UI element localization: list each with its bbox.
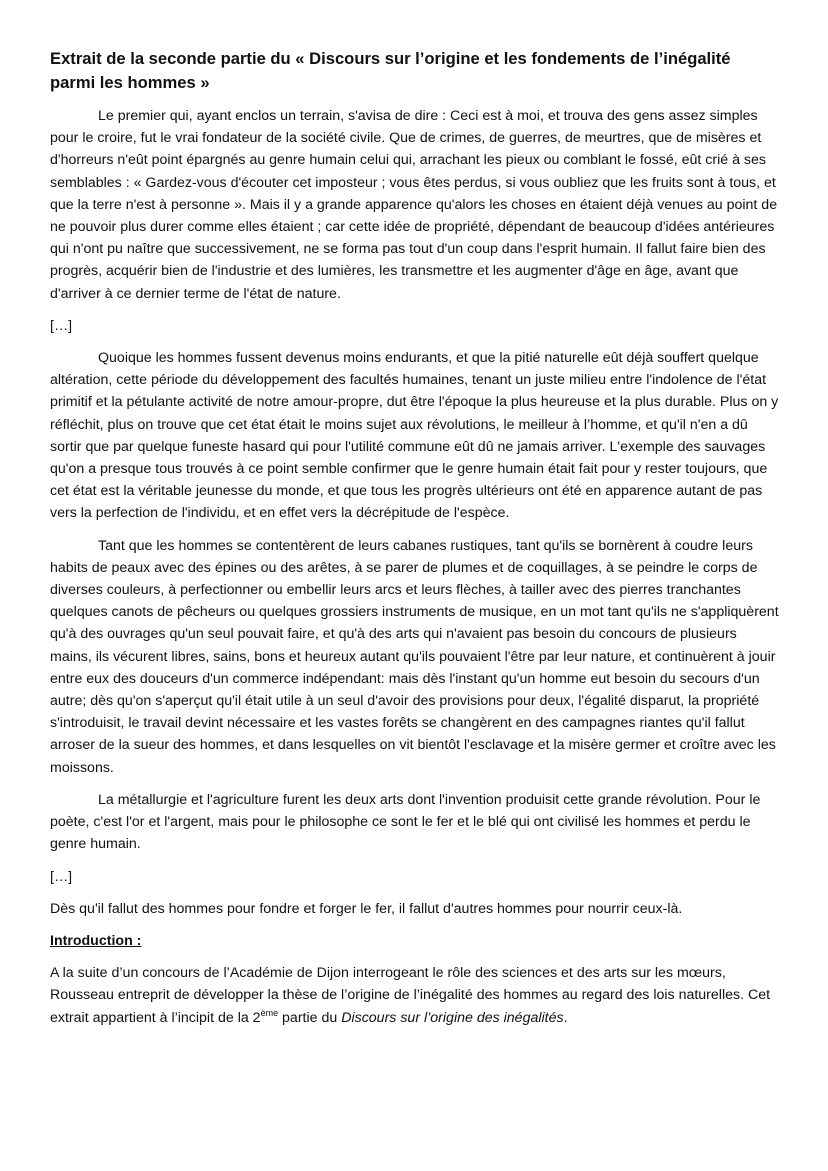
introduction-text [50,962,780,1029]
paragraph-4: La métallurgie et l'agriculture furent les deux arts dont l'invention produisit cette grande révolution. Pour le poète, c'est l'or et l'argent, mais pour le philosophe ce sont le fer et le blé qui ont civilisé les hommes et perdu le genre humain. [50,791,761,853]
ellipsis-2: […] [50,868,73,885]
intro-text-after: . [563,1009,568,1026]
paragraph-3: Tant que les hommes se contentèrent de leurs cabanes rustiques, tant qu'ils se bornèrent à coudre leurs habits de peaux avec des épines ou des arêtes, à se parer de plumes et de coquillages, à se peindre le corps de diverses couleurs, à perfectionner ou embellir leurs arcs et leurs flèches, à tailler avec des pierres tranchantes quelques canots de pêcheurs ou quelques grossiers instruments de musique, en un mot tant qu'ils ne s'appliquèrent qu'à des ouvrages qu'un seul pouvait faire, et qu'à des arts qui n'avaient pas besoin du concours de plusieurs mains, ils vécurent libres, sains, bons et heureux autant qu'ils pouvaient l'être par leur nature, et continuèrent à jouir entre eux des douceurs d'un commerce indépendant: mais dès l'instant qu'un homme eut besoin du secours d'un autre; dès qu'on s'aperçut qu'il était utile à un seul d'avoir des provisions pour deux, l'égalité disparut, la propriété s'introduisit, le travail devint nécessaire et les vastes forêts se changèrent en des campagnes riantes qu'il fallut arroser de la sueur des hommes, et dans lesquelles on vit bientôt l'esclavage et la misère germer et croître avec les moissons. [50,537,779,776]
document-title: Extrait de la seconde partie du « Discours sur l’origine et les fondements de l’inégalité parmi les hommes » [50,49,731,92]
paragraph-2: Quoique les hommes fussent devenus moins endurants, et que la pitié naturelle eût déjà souffert quelque altération, cette période du développement des facultés humaines, tenant un juste milieu entre l'indolence de l'état primitif et la pétulante activité de notre amour-propre, dut être l'époque la plus heureuse et la plus durable. Plus on y réfléchit, plus on trouve que cet état était le moins sujet aux révolutions, le meilleur à l’homme, et qu'il n'en a dû sortir que par quelque funeste hasard qui pour l'utilité commune eût dû ne jamais arriver. L'exemple des sauvages qu'on a presque tous trouvés à ce point semble confirmer que le genre humain était fait pour y rester toujours, que cet état est la véritable jeunesse du monde, et que tous les progrès ultérieurs ont été en apparence autant de pas vers la perfection de l'individu, et en effet vers la décrépitude de l'espèce. [50,350,779,522]
introduction-heading: Introduction : [50,932,142,949]
document-page [50,47,780,1039]
paragraph-1: Le premier qui, ayant enclos un terrain, s'avisa de dire : Ceci est à moi, et trouva des gens assez simples pour le croire, fut le vrai fondateur de la société civile. Que de crimes, de guerres, de meurtres, que de misères et d'horreurs n'eût point épargnés au genre humain celui qui, arrachant les pieux ou comblant le fossé, eût crié à ses semblables : « Gardez-vous d'écouter cet imposteur ; vous êtes perdus, si vous oubliez que les fruits sont à tous, et que la terre n'est à personne ». Mais il y a grande apparence qu'alors les choses en étaient déjà venues au point de ne pouvoir plus durer comme elles étaient ; car cette idée de propriété, dépendant de beaucoup d'idées antérieures qui n'ont pu naître que successivement, ne se forma pas tout d'un coup dans l'esprit humain. Il fallut faire bien des progrès, acquérir bien de l'industrie et des lumières, les transmettre et les augmenter d'âge en âge, avant que d'arriver à ce dernier terme de l'état de nature. [50,108,778,302]
paragraph-5: Dès qu'il fallut des hommes pour fondre et forger le fer, il fallut d'autres hommes pour nourrir ceux-là. [50,900,683,917]
intro-superscript: ème [260,1007,279,1018]
intro-italic-title: Discours sur l’origine des inégalités [341,1009,564,1026]
intro-text-before: A la suite d’un concours de l’Académie de Dijon interrogeant le rôle des sciences et des arts sur les mœurs, Rousseau entreprit de développer la thèse de l’origine de l’inégalité des hommes au regard des lois naturelles. Cet extrait appartient à l’incipit de la 2 [50,965,771,1026]
ellipsis-1: […] [50,317,73,334]
intro-text-middle: partie du [278,1009,342,1026]
